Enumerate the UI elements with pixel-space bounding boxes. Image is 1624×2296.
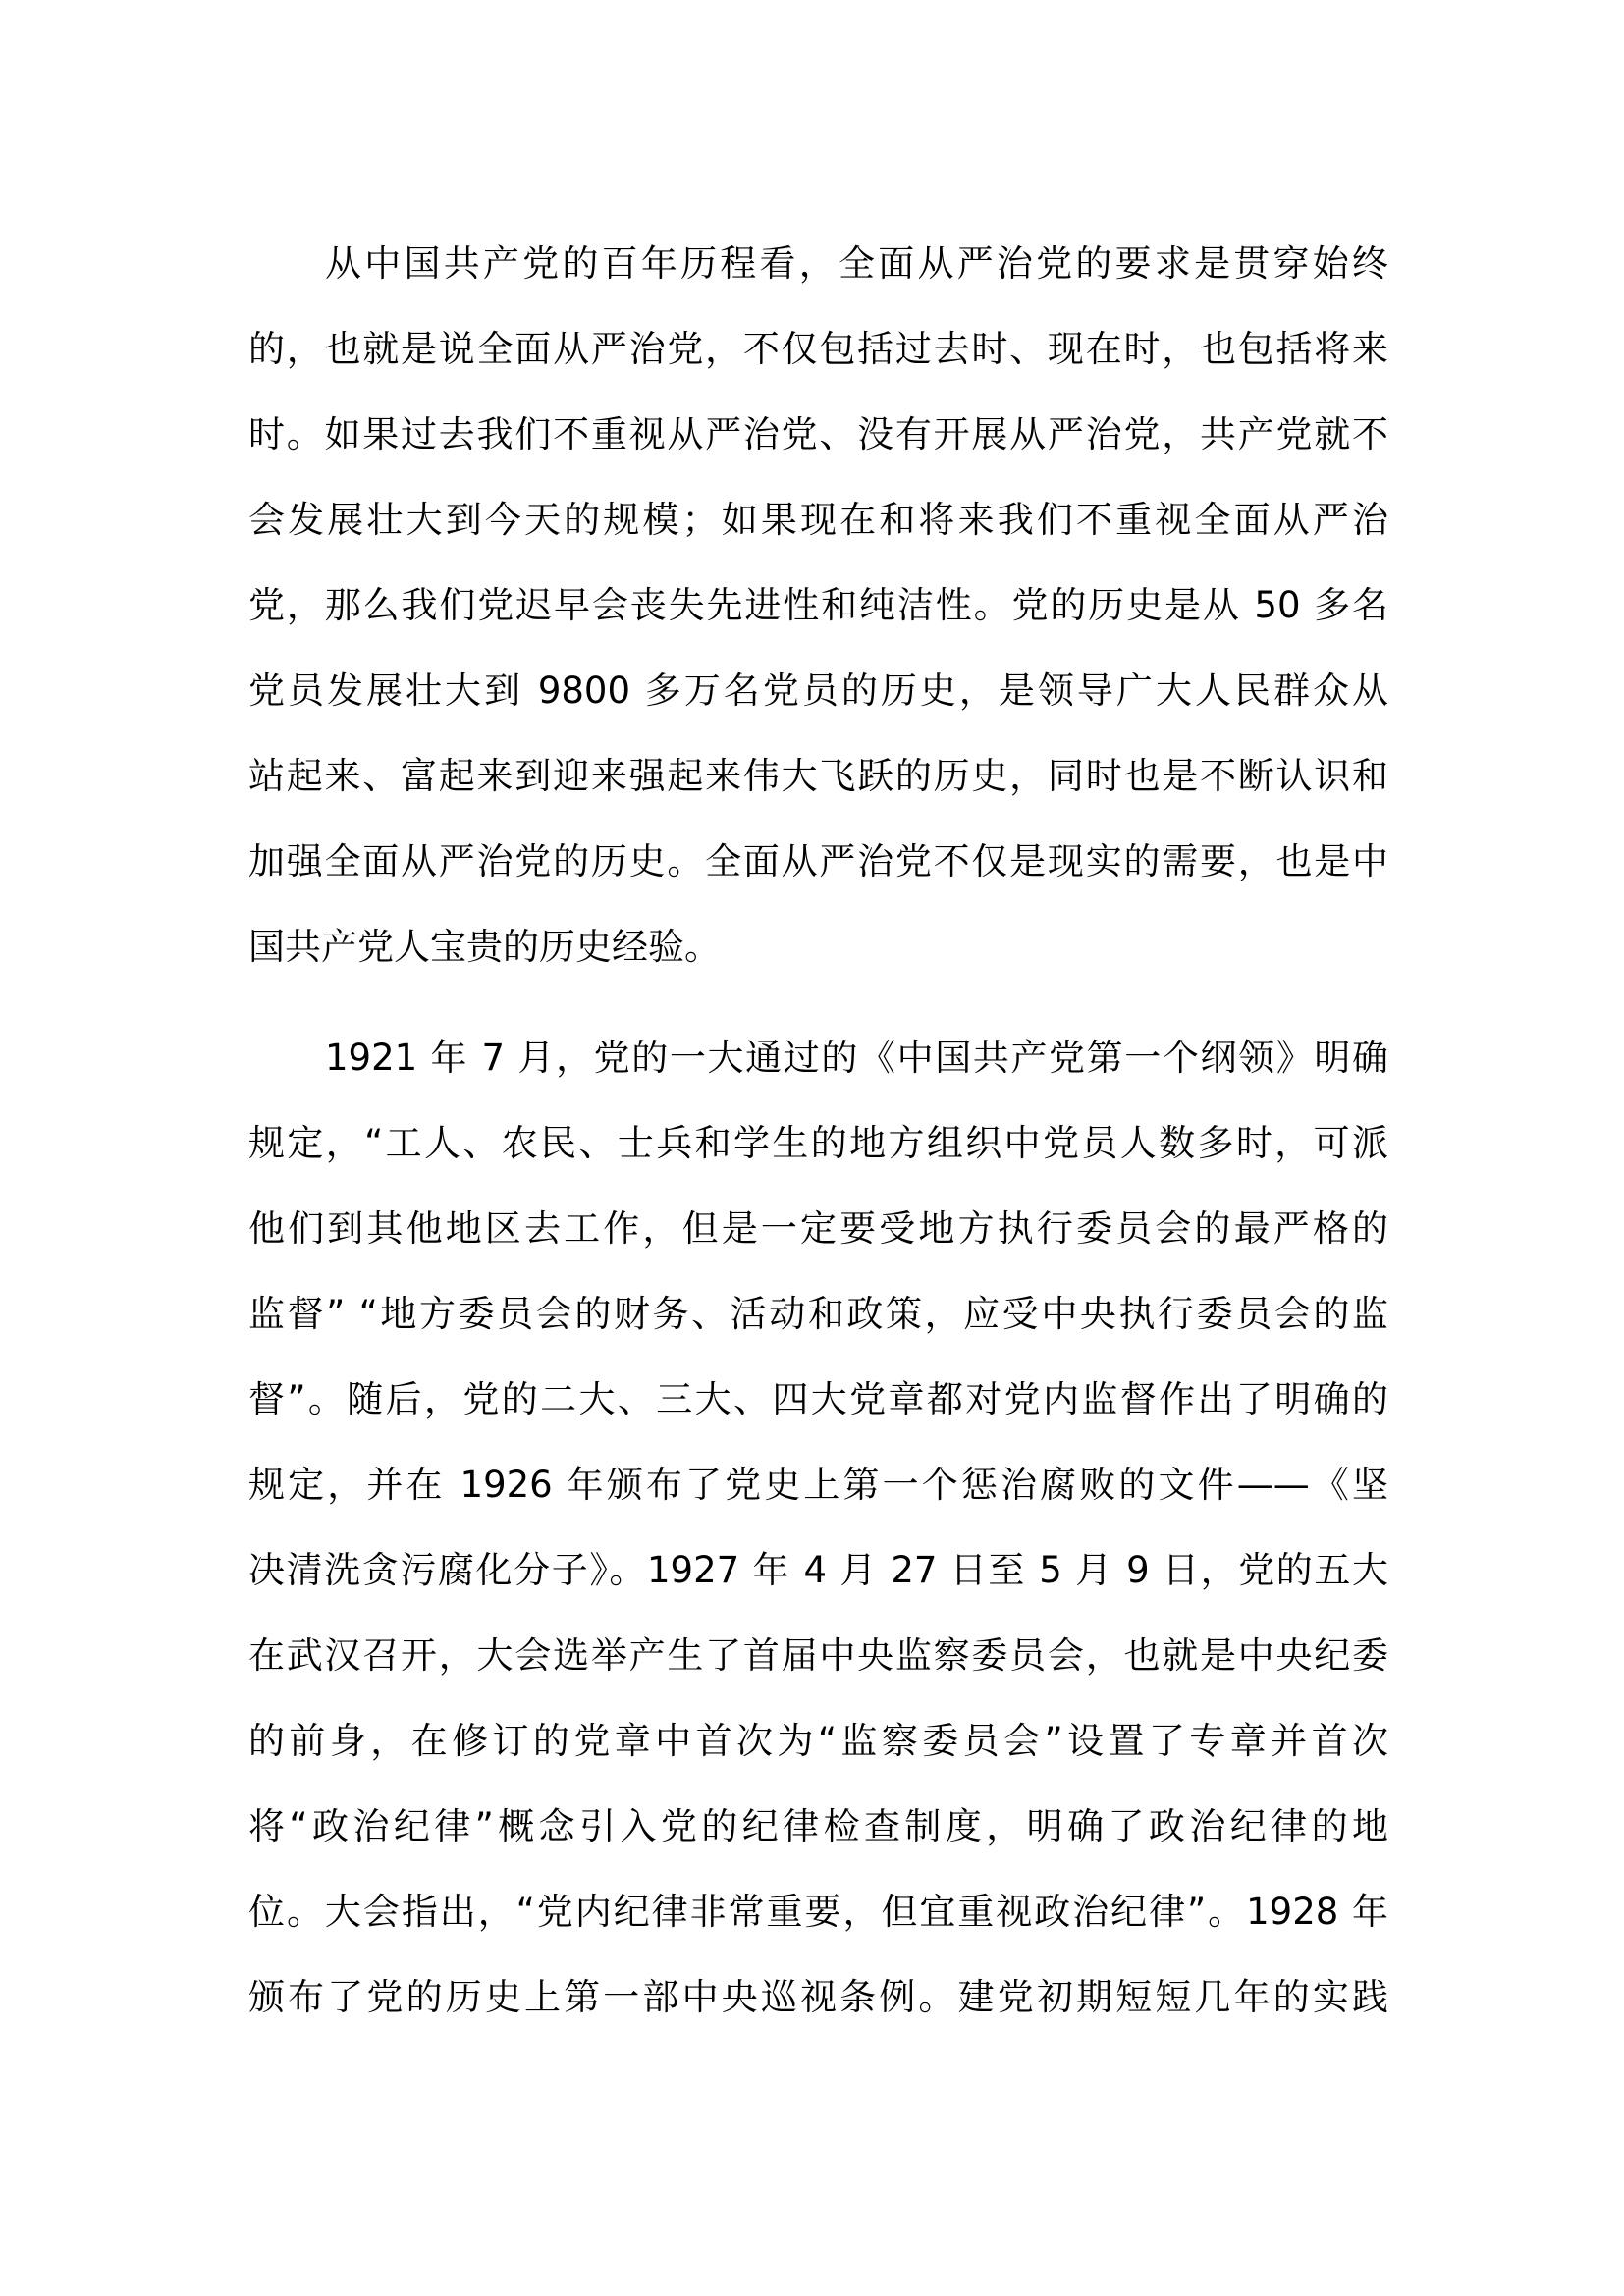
text-line: 会发展壮大到今天的规模；如果现在和将来我们不重视全面从严治: [248, 499, 1388, 541]
text-line: 决清洗贪污腐化分子》。1927 年 4 月 27 日至 5 月 9 日，党的五大: [248, 1549, 1388, 1591]
text-line: 在武汉召开，大会选举产生了首届中央监察委员会，也就是中央纪委: [248, 1634, 1388, 1677]
text-line: 党，那么我们党迟早会丧失先进性和纯洁性。党的历史是从 50 多名: [248, 584, 1388, 626]
text-line: 监督” “地方委员会的财务、活动和政策，应受中央执行委员会的监: [248, 1293, 1388, 1335]
paragraph-2: [248, 1015, 1388, 2040]
text-line: 督”。随后，党的二大、三大、四大党章都对党内监督作出了明确的: [248, 1378, 1388, 1420]
document-page: [248, 221, 1388, 2065]
text-line: 的前身，在修订的党章中首次为“监察委员会”设置了专章并首次: [248, 1720, 1388, 1762]
text-line: 规定，“工人、农民、士兵和学生的地方组织中党员人数多时，可派: [248, 1122, 1388, 1164]
paragraph-1: [248, 221, 1388, 989]
text-line: 位。大会指出，“党内纪律非常重要，但宜重视政治纪律”。1928 年: [248, 1891, 1388, 1933]
text-line: 党员发展壮大到 9800 多万名党员的历史，是领导广大人民群众从: [248, 669, 1388, 712]
text-line: 将“政治纪律”概念引入党的纪律检查制度，明确了政治纪律的地: [248, 1805, 1388, 1847]
text-line: 他们到其他地区去工作，但是一定要受地方执行委员会的最严格的: [248, 1207, 1388, 1250]
text-line: 颁布了党的历史上第一部中央巡视条例。建党初期短短几年的实践: [248, 1976, 1388, 2018]
text-line: 加强全面从严治党的历史。全面从严治党不仅是现实的需要，也是中: [248, 840, 1388, 882]
text-line: 1921 年 7 月，党的一大通过的《中国共产党第一个纲领》明确: [325, 1037, 1388, 1079]
text-line: 时。如果过去我们不重视从严治党、没有开展从严治党，共产党就不: [248, 413, 1388, 455]
text-line: 的，也就是说全面从严治党，不仅包括过去时、现在时，也包括将来: [248, 328, 1388, 370]
text-line: 规定，并在 1926 年颁布了党史上第一个惩治腐败的文件——《坚: [248, 1464, 1388, 1506]
text-line: 站起来、富起来到迎来强起来伟大飞跃的历史，同时也是不断认识和: [248, 755, 1388, 797]
text-line: 国共产党人宝贵的历史经验。: [248, 926, 721, 968]
text-line: 从中国共产党的百年历程看，全面从严治党的要求是贯穿始终: [325, 242, 1388, 285]
